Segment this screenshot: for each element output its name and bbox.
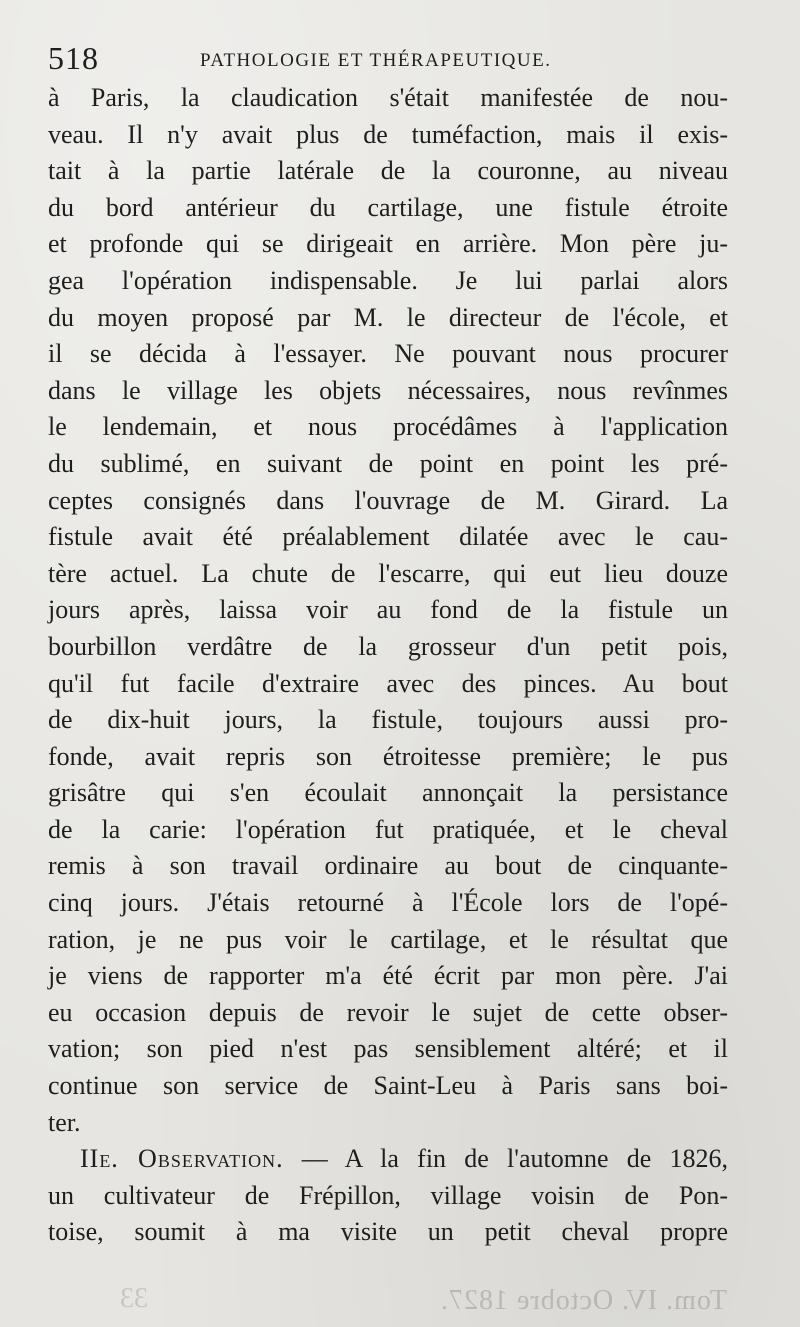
text-line: ceptes consignés dans l'ouvrage de M. Girard. La <box>48 485 728 515</box>
text-line: cinq jours. J'étais retourné à l'École lors de l'opé- <box>48 888 728 918</box>
text-line: de dix-huit jours, la fistule, toujours aussi pro- <box>48 705 728 735</box>
text-line: dans le village les objets nécessaires, nous revînmes <box>48 375 728 405</box>
observation-heading-line <box>48 1141 728 1178</box>
text-line: de la carie: l'opération fut pratiquée, et le cheval <box>48 814 728 844</box>
text-line: il se décida à l'essayer. Ne pouvant nous procurer <box>48 339 728 369</box>
text-line: veau. Il n'y avait plus de tuméfaction, mais il exis- <box>48 119 728 149</box>
running-head: PATHOLOGIE ET THÉRAPEUTIQUE. <box>200 50 552 71</box>
bleed-through-number: 33 <box>120 1283 148 1314</box>
text-line: qu'il fut facile d'extraire avec des pinces. Au bout <box>48 668 728 698</box>
page-number: 518 <box>48 40 99 76</box>
text-line: toise, soumit à ma visite un petit cheval propre <box>48 1217 728 1247</box>
text-line: le lendemain, et nous procédâmes à l'application <box>48 412 728 442</box>
page-header <box>48 40 748 80</box>
bleed-through-signature: Tom. IV. Octobre 1827. <box>440 1285 728 1316</box>
text-line: continue son service de Saint-Leu à Paris sans boi- <box>48 1071 728 1101</box>
text-line: un cultivateur de Frépillon, village voisin de Pon- <box>48 1180 728 1210</box>
text-line: à Paris, la claudication s'était manifestée de nou- <box>48 83 728 112</box>
text-line: ter. <box>48 1107 81 1137</box>
text-line: fonde, avait repris son étroitesse première; le pus <box>48 741 728 771</box>
text-line: vation; son pied n'est pas sensiblement altéré; et il <box>48 1034 728 1064</box>
text-line: remis à son travail ordinaire au bout de cinquante- <box>48 851 728 881</box>
text-line: tait à la partie latérale de la couronne, au niveau <box>48 156 728 186</box>
text-line: tère actuel. La chute de l'escarre, qui eut lieu douze <box>48 558 728 588</box>
text-line: je viens de rapporter m'a été écrit par mon père. J'ai <box>48 961 728 991</box>
body-text <box>48 80 728 1251</box>
text-line: fistule avait été préalablement dilatée avec le cau- <box>48 522 728 552</box>
text-line: eu occasion depuis de revoir le sujet de cette obser- <box>48 997 728 1027</box>
text-line: du moyen proposé par M. le directeur de l'école, et <box>48 302 728 332</box>
text-line: bourbillon verdâtre de la grosseur d'un petit pois, <box>48 631 728 661</box>
observation-text: — A la fin de l'automne de 1826, <box>283 1144 728 1174</box>
observation-label: IIe. Observation. <box>80 1144 284 1174</box>
text-line: et profonde qui se dirigeait en arrière. Mon père ju- <box>48 229 728 259</box>
text-line: ration, je ne pus voir le cartilage, et le résultat que <box>48 924 728 954</box>
text-line: grisâtre qui s'en écoulait annonçait la persistance <box>48 778 728 808</box>
text-line: jours après, laissa voir au fond de la fistule un <box>48 595 728 625</box>
text-line: du bord antérieur du cartilage, une fistule étroite <box>48 192 728 222</box>
text-line: du sublimé, en suivant de point en point les pré- <box>48 448 728 478</box>
text-line: gea l'opération indispensable. Je lui parlai alors <box>48 265 728 295</box>
